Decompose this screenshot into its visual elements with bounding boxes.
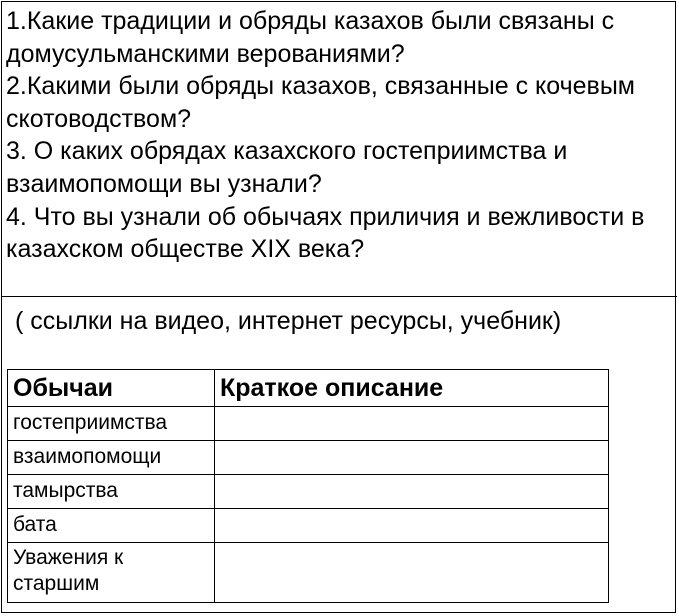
table-row bbox=[8, 475, 609, 509]
table-header-row bbox=[8, 370, 609, 407]
question-1: 1.Какие традиции и обряды казахов были связаны с домусульманскими верованиями? bbox=[6, 7, 615, 68]
question-2: 2.Какими были обряды казахов, связанные с кочевым скотоводством? bbox=[6, 72, 635, 133]
custom-description[interactable] bbox=[215, 543, 609, 603]
question-list bbox=[6, 5, 674, 266]
resources-note: ( ссылки на видео, интернет ресурсы, учебник) bbox=[15, 307, 562, 335]
custom-name: Уважения к старшим bbox=[8, 543, 215, 603]
table-row bbox=[8, 407, 609, 441]
table-row bbox=[8, 543, 609, 603]
customs-table bbox=[7, 369, 609, 603]
custom-description[interactable] bbox=[215, 475, 609, 509]
custom-name: взаимопомощи bbox=[8, 441, 215, 475]
header-description: Краткое описание bbox=[215, 370, 609, 407]
table-row bbox=[8, 509, 609, 543]
section-divider bbox=[1, 296, 677, 297]
custom-description[interactable] bbox=[215, 509, 609, 543]
custom-description[interactable] bbox=[215, 407, 609, 441]
custom-description[interactable] bbox=[215, 441, 609, 475]
question-3: 3. О каких обрядах казахского гостеприимства и взаимопомощи вы узнали? bbox=[6, 137, 568, 198]
custom-name: тамырства bbox=[8, 475, 215, 509]
custom-name: бата bbox=[8, 509, 215, 543]
custom-name: гостеприимства bbox=[8, 407, 215, 441]
table-row bbox=[8, 441, 609, 475]
header-customs: Обычаи bbox=[8, 370, 215, 407]
question-4: 4. Что вы узнали об обычаях приличия и вежливости в казахском обществе XIX века? bbox=[6, 202, 645, 264]
